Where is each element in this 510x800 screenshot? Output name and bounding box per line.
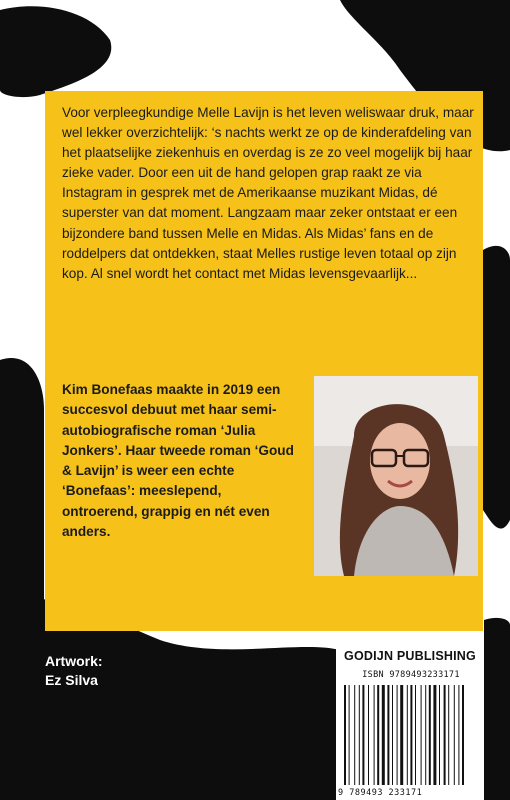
barcode-bar <box>439 685 440 785</box>
barcode-bar <box>397 685 398 785</box>
barcode-bar <box>387 685 389 785</box>
book-blurb <box>62 103 474 284</box>
barcode-bar <box>362 685 364 785</box>
yellow-text-panel <box>45 91 483 631</box>
barcode-bar <box>349 685 350 785</box>
artist-name: Ez Silva <box>45 672 98 688</box>
barcode-bar <box>429 685 431 785</box>
barcode-bar <box>433 685 436 785</box>
artwork-credit <box>45 652 103 690</box>
barcode-bar <box>407 685 408 785</box>
publisher-name: GODIJN PUBLISHING <box>344 649 476 663</box>
barcode-bar <box>425 685 426 785</box>
author-photo <box>314 376 478 576</box>
barcode-bar <box>415 685 416 785</box>
isbn-text: ISBN 9789493233171 <box>362 670 460 680</box>
barcode-bar <box>444 685 446 785</box>
barcode-image <box>340 685 480 785</box>
barcode-bar <box>400 685 403 785</box>
barcode-bar <box>410 685 412 785</box>
barcode-box <box>336 645 484 800</box>
barcode-bar <box>458 685 459 785</box>
ean-digits: 9 789493 233171 <box>338 788 423 798</box>
author-bio <box>62 380 298 542</box>
author-bio-text: Kim Bonefaas maakte in 2019 een succesvol debuut met haar semi-autobiografische roman ‘Julia Jonkers’. Haar tweede roman ‘Goud & Lavijn’ is weer een echte ‘Bonefaas’: meeslepend, ontroerend, grappig en nét even anders. <box>62 382 294 540</box>
blurb-text: Voor verpleegkundige Melle Lavijn is het leven weliswaar druk, maar wel lekker overzichtelijk: ‘s nachts werkt ze op de kinderafdeling van het plaatselijke ziekenhuis en overdag is ze zo veel mogelijk bij haar zieke vader. Door een uit de hand gelopen grap raakt ze via Instagram in gesprek met de Amerikaanse muzikant Midas, dé superster van dat moment. Langzaam maar zeker ontstaat er een bijzondere band tussen Melle en Midas. Als Midas’ fans en de roddelpers dat ontdekken, staat Melles rustige leven totaal op zijn kop. Al snel wordt het contact met Midas levensgevaarlijk... <box>62 105 474 281</box>
barcode-bar <box>344 685 346 785</box>
barcode-bar <box>374 685 375 785</box>
barcode-bar <box>359 685 360 785</box>
barcode-bar <box>421 685 422 785</box>
artwork-label: Artwork: <box>45 653 103 669</box>
barcode-bar <box>392 685 393 785</box>
barcode-bar <box>454 685 455 785</box>
bottom-right-blob <box>484 618 510 800</box>
author-portrait-image <box>314 376 478 576</box>
barcode-bar <box>368 685 369 785</box>
barcode-bar <box>382 685 385 785</box>
barcode-bar <box>377 685 379 785</box>
right-middle-blob <box>483 246 510 529</box>
barcode-bar <box>448 685 449 785</box>
barcode-bar <box>462 685 464 785</box>
barcode-bar <box>354 685 355 785</box>
